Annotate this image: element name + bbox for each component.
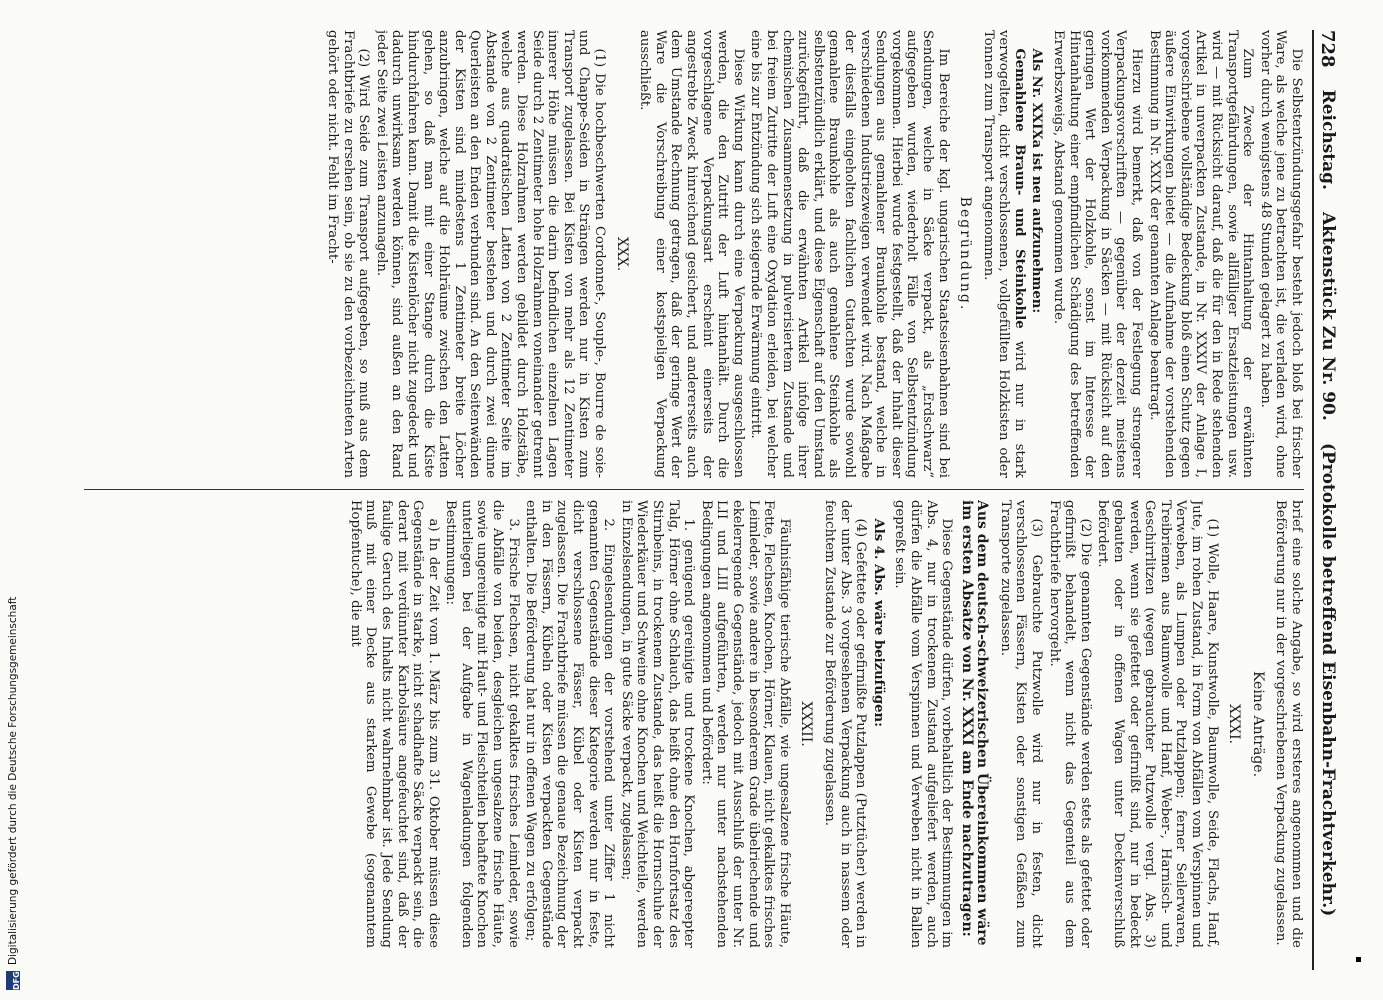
dfg-logo-icon: DFG	[6, 971, 20, 990]
header-subtitle: (Protokolle betreffend Eisenbahn-Frachtverkehr.)	[1317, 442, 1338, 917]
left-column	[84, 30, 1304, 478]
paragraph: Hierzu wird bemerkt, daß von der Festlegung strengerer Verpackungsvorschriften — gegenüber der derzeit meistens vorkommenden Verpackung in Säcken — mit Rücksicht auf den geringen Wert der Holzkohle, sonst im Interesse der Hintanhaltung einer empfindlichen Schädigung des betreffenden Erwerbszweigs, Abstand genommen wurde.	[1051, 30, 1145, 478]
reason-heading: Begründung.	[957, 196, 974, 312]
section-number-heading: XXXI.	[1226, 704, 1243, 744]
section-heading: Als Nr. XXIXa ist neu aufzunehmen:	[1029, 48, 1045, 314]
page-header	[1312, 30, 1340, 970]
paragraph: (1) Wolle, Haare, Kunstwolle, Baumwolle, Seide, Flachs, Hanf, Jute, im rohen Zustand, in Form von Abfällen vom Verspinnen und Verweben, als Lumpen oder Putzlappen; ferner Seilerwaren, Treibriemen aus Baumwolle und Hanf, Weber-, Harnisch- und Geschirrlitzen (wegen gebrauchter Putzwolle vergl. Abs. 3) werden, wenn sie gefettet oder gefirnißt sind, nur in bedeckt gebauten oder in offenen Wagen unter Deckenverschluß befördert.	[1095, 500, 1220, 948]
paragraph-text: wird nur in stark verwogelten, dicht verschlossenen, vollgefüllten Holzkisten oder Tonnen zum Transport angenommen.	[980, 30, 1027, 478]
header-title: Aktenstück Zu Nr. 90.	[1317, 211, 1338, 421]
paragraph: 2. Eingelsendungen der vorstehend unter Ziffer 1 nicht genannten Gegenstände dieser Kategorie werden nur in feste, dicht verschlossene Fässer, Kübel oder Kisten verpackt zugelassen. Die Frachtbriefe müssen die genaue Bezeichnung der in den Fässern, Kübeln oder Kisten verpackten Gegenstände enthalten. Die Beförderung hat nur in offenen Wagen zu erfolgen;	[523, 500, 617, 948]
bold-term: Gemahlene Braun- und Steinkohle	[1011, 48, 1027, 329]
section-number-heading: XXXII.	[798, 701, 815, 747]
paragraph: (4) Gefettete oder gefirnißte Putzlappen (Putztücher) werden in der unter Abs. 3 vorgesehenen Verpackung auch in nassem oder feuchtem Zustande zur Beförderung zugelassen.	[821, 500, 869, 948]
paragraph	[980, 30, 1027, 478]
paragraph: a) In der Zeit vom 1. März bis zum 31. Oktober müssen diese Gegenstände in starke, nicht schadhafte Säcke verpackt sein, die derart mit verdünnter Karbolsäure angefeuchtet sind, daß der faulige Geruch des Inhalts nicht wahrnehmbar ist. Jede Sendung muß mit einer Decke aus starkem Gewebe (sogenanntem Hopfentuche), die mit	[347, 500, 441, 948]
paragraph: Diese Gegenstände dürfen, vorbehaltlich der Bestimmungen im Abs. 4, nur in trockenem Zustand aufgeliefert werden, auch dürfen die Abfälle vom Verspinnen und Verweben nicht in Ballen gepreßt sein.	[892, 500, 955, 948]
scan-mark	[1356, 957, 1361, 962]
paragraph: 3. Frische Flechsen, nicht gekalktes frisches Leimleder, sowie die Abfälle von beiden, desgleichen ungesalzene frische Häute, sowie ungereinigte mit Haut- und Fleischteilen behaftete Knochen unterliegen bei der Aufgabe in Wagenladungen folgenden Bestimmungen:	[443, 500, 521, 948]
paragraph: (2) Wird Seide zum Transport aufgegeben, so muß aus dem Frachtbriefe zu ersehen sein, ob sie zu den vorbezeichneten Arten gehört oder nicht. Fehlt im Fracht-	[324, 30, 372, 478]
paragraph: brief eine solche Angabe, so wird ersteres angenommen und die Beförderung nur in der vorgeschriebenen Verpackung zugelassen.	[1273, 500, 1304, 948]
no-motions-heading: Keine Anträge.	[1249, 670, 1266, 778]
header-left: Reichstag.	[1317, 89, 1338, 190]
rotated-document-page	[80, 30, 1340, 970]
credit-text: Digitalisierung gefördert durch die Deutsche Forschungsgemeinschaft	[7, 596, 19, 966]
paragraph: (2) Die genannten Gegenstände werden stets als gefettet oder gefirnißt behandelt, wenn nicht das Gegenteil aus dem Frachtbriefe hervorgeht.	[1046, 500, 1093, 948]
paragraph: (3) Gebrauchte Putzwolle wird nur in festen, dicht verschlossenen Fässern, Kisten oder sonstigen Gefäßen zum Transporte zugelassen.	[997, 500, 1045, 948]
column-divider	[84, 489, 1304, 490]
agreement-heading: Aus dem deutsch-schweizerischen Übereinkommen wäre im ersten Absatze von Nr. XXXI am Ende nachzutragen:	[958, 500, 991, 946]
section-number-heading: XXX.	[613, 236, 630, 272]
section-heading: Als 4. Abs. wäre beizufügen:	[870, 518, 886, 727]
paragraph: (1) Die hochbeschwerten Cordonnet-, Souple-, Bourre de soie- und Chappe-Seiden in Strängen werden nur in Kisten zum Transport zugelassen. Bei Kisten von mehr als 12 Zentimeter innerer Höhe müssen die darin befindlichen einzelnen Lagen Seide durch 2 Zentimeter hohe Holzrahmen voneinander getrennt werden. Diese Holzrahmen werden gebildet durch Holzstäbe, welche aus quadratischen Latten von 2 Zentimeter Seite im Abstande von 2 Zentimeter bestehen und durch zwei dünne Querleisten an den Enden verbunden sind. An den Seitenwänden der Kisten sind mindestens 1 Zentimeter breite Löcher anzubringen, welche auf die Hohlräume zwischen den Latten gehen, so daß man mit einer Stange durch die Kiste hindurchfahren kann. Damit die Kistenlöcher nicht zugedeckt und dadurch unwirksam werden können, sind außen an den Rand jeder Seite zwei Leisten anzunageln.	[373, 30, 608, 478]
digitization-credit	[4, 596, 22, 990]
paragraph: 1. genügend gereinigte und trockene Knochen, abgereepter Talg, Hörner ohne Schlauch, das heißt ohne den Hornfortsatz des Stirnbeins, in trockenem Zustande, das heißt die Hornschuhe der Wiederkäuer und Schweine ohne Knochen und Weichteile, werden in Einzelsendungen, in gute Säcke verpackt, zugelassen;	[618, 500, 697, 948]
paragraph: Zum Zwecke der Hintanhaltung der erwähnten Transportgefährdungen, sowie allfälliger Ersatzleistungen usw. wird — mit Rücksicht darauf, daß die für den in Rede stehenden Artikel in unverpackten Zustande, in Nr. XXXIV der Anlage I, vorgeschriebene vollständige Bedeckung bloß einen Schutz gegen äußere Einwirkungen bietet — die Aufnahme der vorstehenden Bestimmung in Nr. XXIX der genannten Anlage beantragt.	[1146, 30, 1256, 478]
right-column	[84, 500, 1304, 948]
paragraph: Diese Wirkung kann durch eine Verpackung ausgeschlossen werden, die den Zutritt der Luft hintanhält. Durch die vorgeschlagene Verpackungsart erscheint einerseits der angestrebte Zweck hinreichend gesichert, und andererseits auch dem Umstande Rechnung getragen, daß der geringe Wert der Ware die Vorschreibung einer kostspieligen Verpackung ausschließt.	[637, 30, 746, 478]
paragraph: Fäulnisfähige tierische Abfälle, wie ungesalzene frische Häute, Fette, Flechsen, Knochen, Hörner, Klauen, nicht gekalktes frisches Leimleder, sowie andere in besonderem Grade übelriechende und ekelerregende Gegenstände, jedoch mit Ausschluß der unter Nr. LII und LIII aufgeführten, werden nur unter nachstehenden Bedingungen angenommen und befördert:	[698, 500, 792, 948]
page-number: 728	[1316, 30, 1338, 68]
paragraph: Die Selbstentzündungsgefahr besteht jedoch bloß bei frischer Ware, als welche jene zu betrachten ist, die verladen wird, ohne vorher durch wenigstens 48 Stunden gelagert zu haben.	[1257, 30, 1304, 478]
paragraph: Im Bereiche der kgl. ungarischen Staatseisenbahnen sind bei Sendungen, welche in Säcke verpackt, als „Erdschwarz“ aufgegeben wurden, wiederholt Fälle von Selbstentzündung vorgekommen. Hierbei wurde festgestellt, daß der Inhalt dieser Sendungen aus gemahlener Braunkohle bestand, welche in verschiedenen Industriezweigen verwendet wird. Nach Maßgabe der diesfalls eingeholten fachlichen Gutachten wurde sowohl gemahlene Braunkohle als auch gemahlene Steinkohle als selbstentzündlich erklärt, und diese Eigenschaft auf den Umstand zurückgeführt, daß die erwähnten Artikel infolge ihrer chemischen Zusammensetzung in pulverisiertem Zustande und bei freiem Zutritte der Luft eine Oxydation erleiden, bei welcher eine bis zur Entzündung sich steigernde Erwärmung eintritt.	[748, 30, 951, 478]
